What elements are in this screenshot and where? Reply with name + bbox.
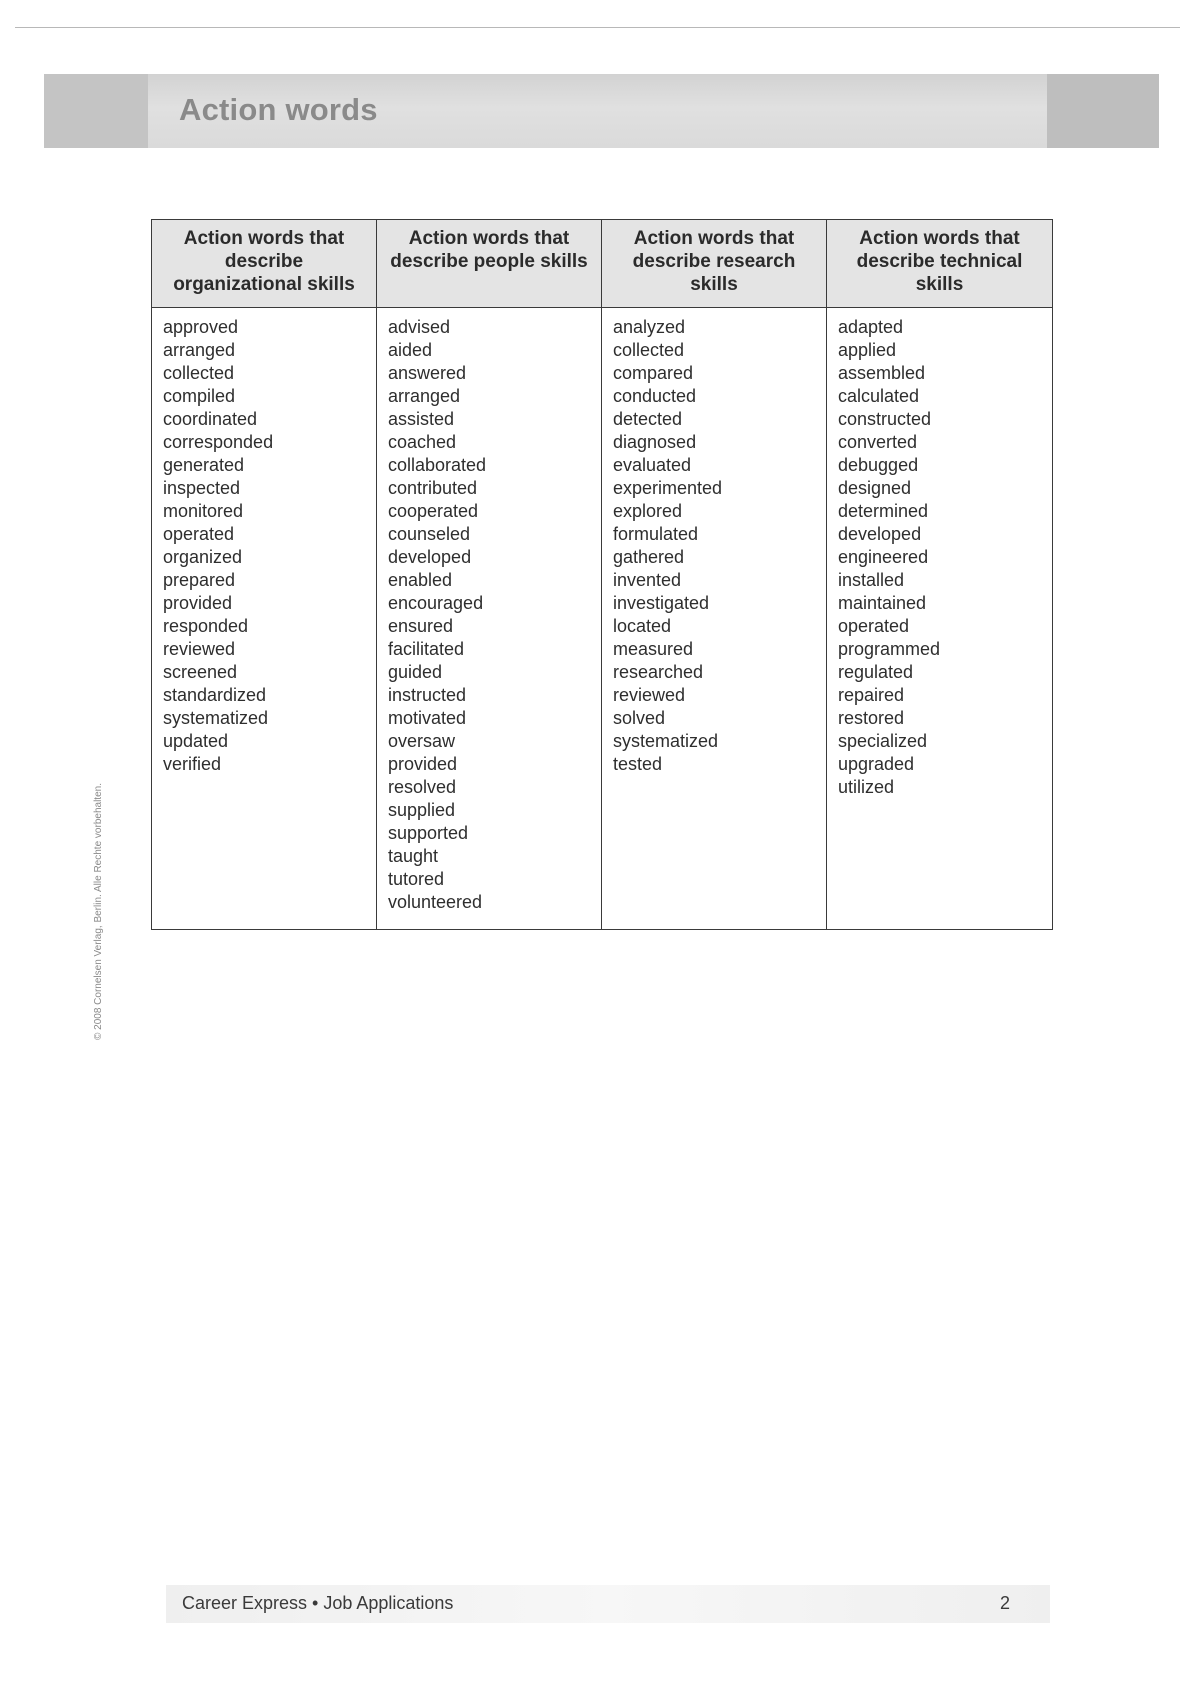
word-item: conducted — [613, 386, 697, 406]
word-item: arranged — [388, 386, 461, 406]
column-header-organizational: Action words that describe organizational skills — [152, 220, 377, 308]
table-header-row — [152, 220, 1053, 308]
word-item: reviewed — [163, 639, 236, 659]
word-item: encouraged — [388, 593, 484, 613]
title-banner — [44, 74, 1159, 148]
word-list-technical — [838, 316, 1052, 799]
word-item: analyzed — [613, 317, 686, 337]
word-item: tested — [613, 754, 663, 774]
word-item: gathered — [613, 547, 685, 567]
word-item: ensured — [388, 616, 454, 636]
word-item: reviewed — [613, 685, 686, 705]
word-item: standardized — [163, 685, 267, 705]
title-banner-right-edge — [1047, 74, 1159, 148]
word-item: collaborated — [388, 455, 487, 475]
word-item: volunteered — [388, 892, 483, 912]
word-item: installed — [838, 570, 905, 590]
word-item: diagnosed — [613, 432, 697, 452]
word-item: researched — [613, 662, 704, 682]
word-item: debugged — [838, 455, 919, 475]
word-item: explored — [613, 501, 683, 521]
top-rule — [15, 27, 1180, 28]
word-item: aided — [388, 340, 433, 360]
word-item: supported — [388, 823, 469, 843]
word-item: facilitated — [388, 639, 465, 659]
word-item: verified — [163, 754, 222, 774]
word-item: advised — [388, 317, 451, 337]
word-item: determined — [838, 501, 929, 521]
word-item: systematized — [163, 708, 269, 728]
word-item: coordinated — [163, 409, 258, 429]
word-item: tutored — [388, 869, 445, 889]
word-item: calculated — [838, 386, 920, 406]
word-item: compared — [613, 363, 694, 383]
word-item: coached — [388, 432, 457, 452]
word-item: oversaw — [388, 731, 456, 751]
column-cell-organizational — [152, 308, 377, 930]
column-cell-research — [602, 308, 827, 930]
table-body-row — [152, 308, 1053, 930]
word-item: applied — [838, 340, 897, 360]
word-item: motivated — [388, 708, 467, 728]
word-item: generated — [163, 455, 245, 475]
word-item: collected — [613, 340, 685, 360]
word-item: counseled — [388, 524, 471, 544]
word-item: formulated — [613, 524, 699, 544]
word-item: resolved — [388, 777, 457, 797]
word-item: operated — [838, 616, 910, 636]
word-item: detected — [613, 409, 683, 429]
word-item: adapted — [838, 317, 904, 337]
word-item: investigated — [613, 593, 710, 613]
column-cell-people — [377, 308, 602, 930]
word-item: developed — [838, 524, 922, 544]
word-item: maintained — [838, 593, 927, 613]
word-item: organized — [163, 547, 243, 567]
word-item: experimented — [613, 478, 723, 498]
word-item: programmed — [838, 639, 941, 659]
word-item: systematized — [613, 731, 719, 751]
title-banner-left-edge — [44, 74, 148, 148]
word-item: measured — [613, 639, 694, 659]
column-header-research: Action words that describe research skills — [602, 220, 827, 308]
word-item: operated — [163, 524, 235, 544]
word-item: designed — [838, 478, 912, 498]
column-header-people: Action words that describe people skills — [377, 220, 602, 308]
page-number: 2 — [1000, 1593, 1011, 1613]
word-item: constructed — [838, 409, 932, 429]
word-item: corresponded — [163, 432, 274, 452]
word-item: guided — [388, 662, 443, 682]
word-item: screened — [163, 662, 238, 682]
word-item: supplied — [388, 800, 456, 820]
word-item: prepared — [163, 570, 236, 590]
action-words-table — [151, 219, 1053, 930]
word-item: regulated — [838, 662, 914, 682]
word-item: utilized — [838, 777, 895, 797]
word-item: approved — [163, 317, 239, 337]
word-item: restored — [838, 708, 905, 728]
word-item: provided — [163, 593, 233, 613]
word-item: converted — [838, 432, 918, 452]
word-item: responded — [163, 616, 249, 636]
word-item: cooperated — [388, 501, 479, 521]
word-item: solved — [613, 708, 666, 728]
word-item: arranged — [163, 340, 236, 360]
word-item: taught — [388, 846, 439, 866]
word-item: provided — [388, 754, 458, 774]
word-item: assembled — [838, 363, 926, 383]
word-item: engineered — [838, 547, 929, 567]
word-list-research — [613, 316, 826, 776]
column-header-technical: Action words that describe technical skills — [827, 220, 1053, 308]
word-list-organizational — [163, 316, 376, 776]
word-item: updated — [163, 731, 229, 751]
word-item: evaluated — [613, 455, 692, 475]
word-item: enabled — [388, 570, 453, 590]
word-item: collected — [163, 363, 235, 383]
word-item: repaired — [838, 685, 905, 705]
word-item: invented — [613, 570, 682, 590]
column-cell-technical — [827, 308, 1053, 930]
word-item: upgraded — [838, 754, 915, 774]
word-item: compiled — [163, 386, 236, 406]
word-item: monitored — [163, 501, 244, 521]
copyright-note: © 2008 Cornelsen Verlag, Berlin. Alle Rechte vorbehalten. — [93, 783, 104, 1040]
footer-text: Career Express • Job Applications — [182, 1593, 454, 1613]
word-list-people — [388, 316, 601, 914]
word-item: specialized — [838, 731, 928, 751]
word-item: inspected — [163, 478, 241, 498]
word-item: contributed — [388, 478, 478, 498]
word-item: answered — [388, 363, 467, 383]
page-title: Action words — [179, 92, 378, 127]
word-item: assisted — [388, 409, 455, 429]
word-item: located — [613, 616, 672, 636]
word-item: instructed — [388, 685, 467, 705]
word-item: developed — [388, 547, 472, 567]
